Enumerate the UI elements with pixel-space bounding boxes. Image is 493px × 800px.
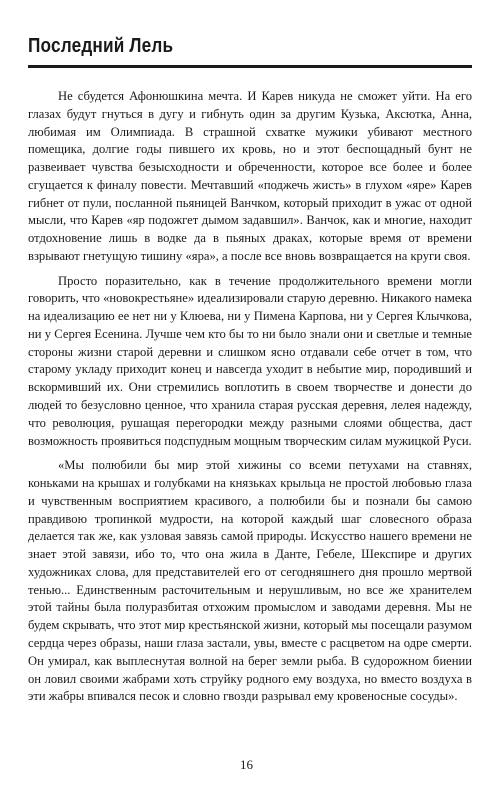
body-text — [28, 88, 472, 706]
running-title: Последний Лель — [28, 35, 174, 57]
paragraph: Не сбудется Афонюшкина мечта. И Карев никуда не сможет уйти. На его глазах будут гнуться в дугу и гибнуть один за другим Кузька, Аксютка, Анна, любимая им Олимпиада. В страшной схватке мужики убивают местного помещика, долгие годы пившего их кровь, но и этот беспощадный бунт не развеивает чувства безысходности и обреченности, которое все более и более сгущается к финалу повести. Мечтавший «поджечь жисть» в глухом «яре» Карев гибнет от пули, посланной пьяницей Ванчком, который приходит в ужас от одной мысли, что Карев «яр подожгет дымом задавшил». Ванчок, как и многие, находит отдохновение лишь в водке да в пьяных драках, которые время от времени взрывают гнетущую тишину «яра», а после все вновь возвращается на круги своя. — [28, 89, 472, 263]
header-rule — [28, 65, 472, 68]
running-header — [28, 34, 472, 68]
page-number: 16 — [240, 757, 253, 772]
paragraph: Просто поразительно, как в течение продолжительного времени могли говорить, что «новокрестьяне» идеализировали старую деревню. Никакого намека на идеализацию ее нет ни у Клюева, ни у Пимена Карпова, ни у Сергея Клычкова, ни у Сергея Есенина. Лучше чем кто бы то ни было знали они и светлые и темные стороны жизни старой деревни и слишком ясно отдавали себе отчет в том, что старому укладу приходит конец и навсегда уходит в небытие мир, породивший и вскормивший их. Они стремились воплотить в своем творчестве и донести до людей то безусловно ценное, что хранила старая русская деревня, лелея надежду, что революция, рушащая перегородки между разными слоями общества, даст возможность проявиться подспудным мощным творческим силам мужицкой Руси. — [28, 273, 472, 448]
paragraph: «Мы полюбили бы мир этой хижины со всеми петухами на ставнях, коньками на крышах и голубками на князьках крыльца не простой любовью глаза и чувственным восприятием красивого, а полюбили бы и познали бы самою правдивою тропинкой мудрости, на которой каждый шаг словесного образа делается так же, как узловая завязь самой природы. Искусство нашего времени не знает этой завязи, ибо то, что она жила в Данте, Гебеле, Шекспире и других художниках слова, для представителей его от сегодняшнего дня прошло мертвой тенью... Единственным расточительным и нерушливым, но все же хранителем этой тайны была полуразбитая отхожим промыслом и заводами деревня. Мы не будем скрывать, что этот мир крестьянской жизни, который мы посещали разумом сердца через образы, наши глаза застали, увы, вместе с расцветом на одре смерти. Он умирал, как выплеснутая волной на берег земли рыба. В судорожном биении он ловил своими жабрами хоть струйку родного ему воздуха, но вместо воздуха в эти жабры впивался песок и словно гвозди разрывал ему кровеносные сосуды». — [28, 458, 472, 704]
